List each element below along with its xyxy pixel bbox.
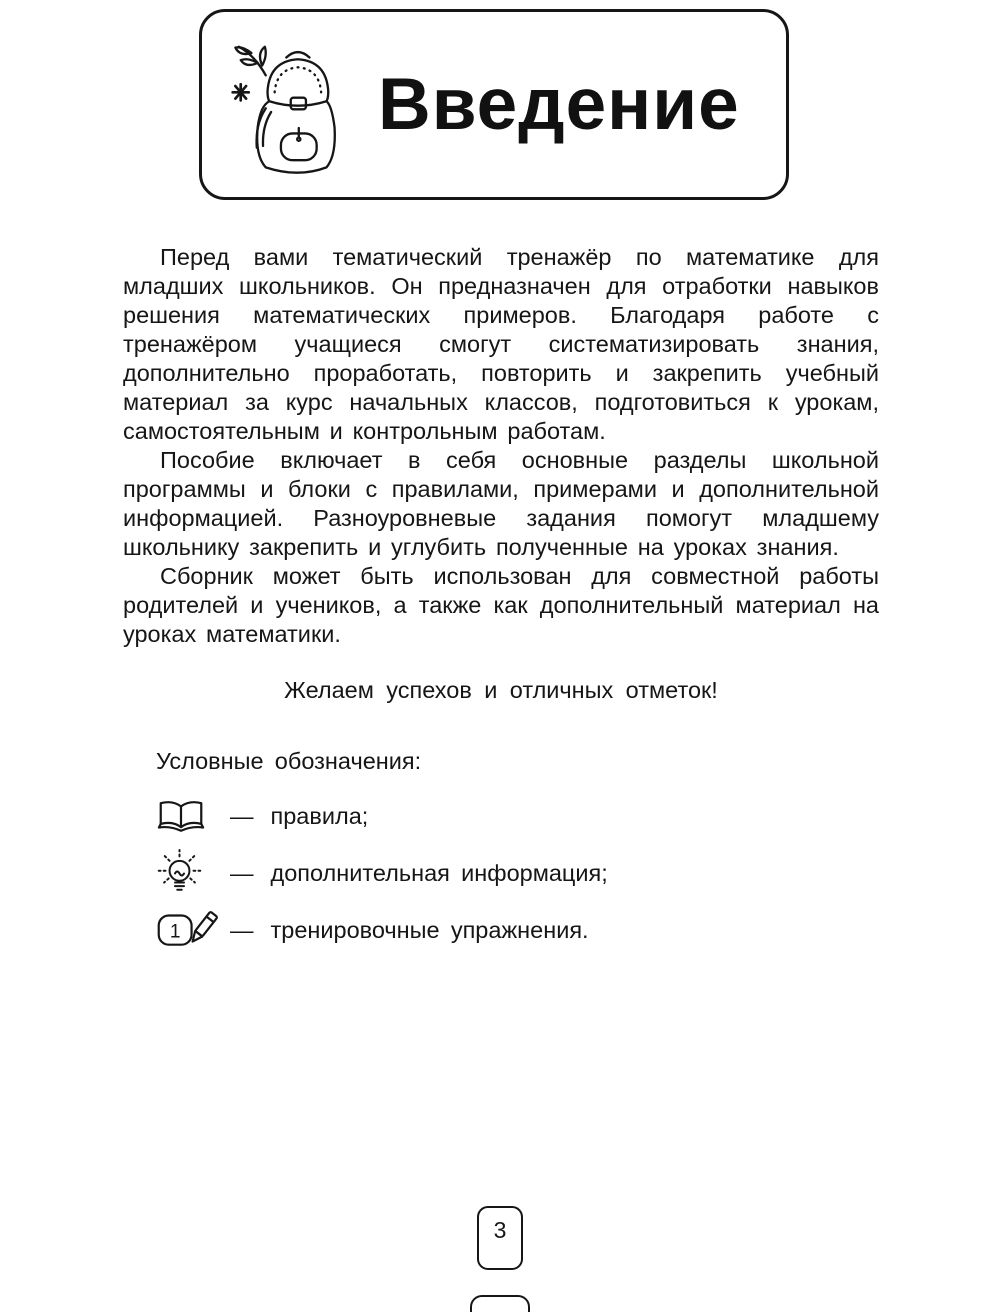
legend-dash: — [230, 917, 254, 943]
intro-paragraph-2: Пособие включает в себя основные разделы школьной программы и блоки с правилами, примерами и дополнительной информацией. Разноуровневые задания помогут младшему школьнику закрепить и углубить полученные на уроках знания. [123, 447, 879, 560]
legend [156, 747, 879, 959]
legend-label-rules: правила; [270, 803, 369, 829]
page-number-box [477, 1206, 523, 1270]
legend-label-info: дополнительная информация; [270, 860, 608, 886]
legend-label-exercises: тренировочные упражнения. [270, 917, 589, 943]
wish-line: Желаем успехов и отличных отметок! [284, 677, 718, 703]
intro-paragraph-1: Перед вами тематический тренажёр по математике для младших школьников. Он предназначен для отработки навыков решения математических примеров. Благодаря работе с тренажёром учащиеся смогут систематизировать знания, дополнительно проработать, повторить и закрепить учебный материал за курс начальных классов, подготовиться к урокам, самостоятельным и контрольным работам. [123, 244, 879, 444]
legend-dash: — [230, 860, 254, 886]
legend-dash: — [230, 803, 254, 829]
chapter-header [199, 9, 789, 200]
chapter-title: Введение [378, 64, 740, 145]
page-number: 3 [493, 1217, 507, 1243]
legend-item-info [156, 845, 879, 902]
legend-heading: Условные обозначения: [156, 748, 422, 774]
lightbulb-icon [156, 849, 230, 898]
exercise-number: 1 [169, 920, 181, 942]
intro-text-block [123, 243, 879, 959]
open-book-icon [156, 799, 230, 834]
legend-item-exercises [156, 902, 879, 959]
backpack-icon [230, 36, 364, 179]
bottom-decorative-box [470, 1295, 530, 1312]
numbered-exercise-icon [156, 909, 230, 953]
intro-paragraph-3: Сборник может быть использован для совместной работы родителей и учеников, а также как дополнительный материал на уроках математики. [123, 563, 879, 647]
legend-item-rules [156, 788, 879, 845]
